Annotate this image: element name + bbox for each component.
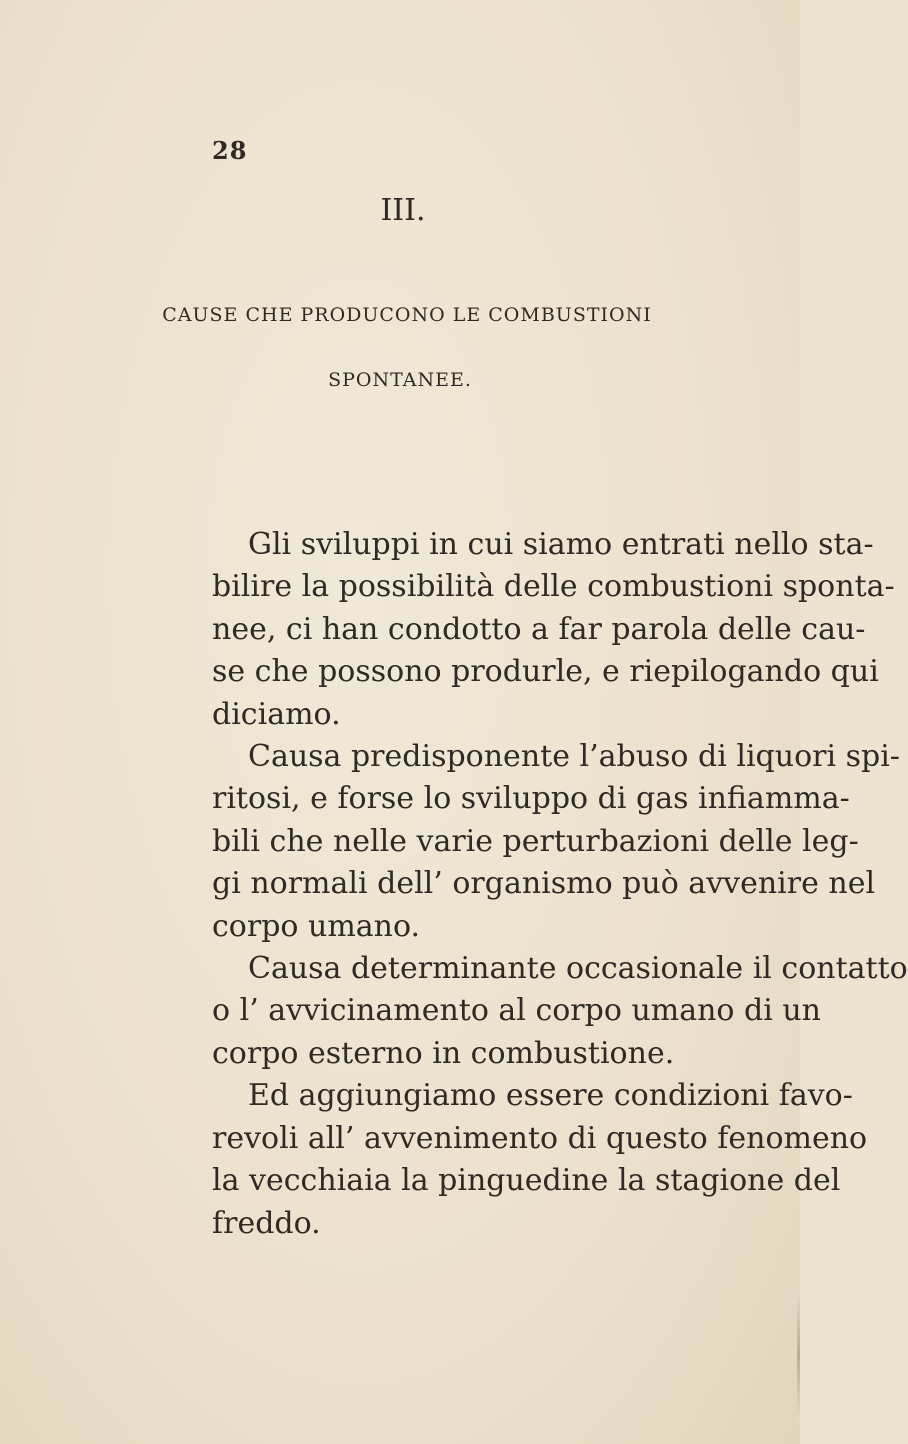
text-line: o l’ avvicinamento al corpo umano di un: [212, 993, 821, 1029]
chapter-title-line-2: SPONTANEE.: [328, 369, 472, 391]
page-number: 28: [212, 136, 248, 165]
text-line: Causa determinante occasionale il contatto: [248, 951, 908, 987]
text-line: ritosi, e forse lo sviluppo di gas infiamma-: [212, 781, 850, 817]
paragraph-3: [212, 948, 908, 1075]
paragraph-2: [212, 736, 900, 948]
text-line: corpo umano.: [212, 908, 421, 944]
text-line: la vecchiaia la pinguedine la stagione del: [212, 1163, 841, 1199]
text-line: se che possono produrle, e riepilogando qui: [212, 654, 879, 690]
chapter-number: III.: [380, 193, 426, 228]
chapter-title-line-1: CAUSE CHE PRODUCONO LE COMBUSTIONI: [162, 304, 652, 326]
text-line: bilire la possibilità delle combustioni sponta-: [212, 569, 895, 605]
text-line: Gli sviluppi in cui siamo entrati nello sta-: [248, 527, 874, 562]
text-line: nee, ci han condotto a far parola delle cau-: [212, 611, 866, 647]
text-line: corpo esterno in combustione.: [212, 1035, 675, 1071]
text-line: diciamo.: [212, 696, 341, 732]
text-line: bili che nelle varie perturbazioni delle leg-: [212, 823, 859, 859]
text-line: Ed aggiungiamo essere condizioni favo-: [248, 1078, 853, 1114]
page-edge-shadow: [797, 1290, 800, 1420]
text-line: Causa predisponente l’abuso di liquori spi-: [248, 739, 900, 775]
text-line: revoli all’ avvenimento di questo fenomeno: [212, 1120, 868, 1156]
body-text: [212, 524, 908, 1245]
text-line: freddo.: [212, 1205, 321, 1241]
text-line: gi normali dell’ organismo può avvenire nel: [212, 866, 876, 902]
paragraph-1: [212, 524, 895, 736]
paragraph-4: [212, 1075, 868, 1245]
